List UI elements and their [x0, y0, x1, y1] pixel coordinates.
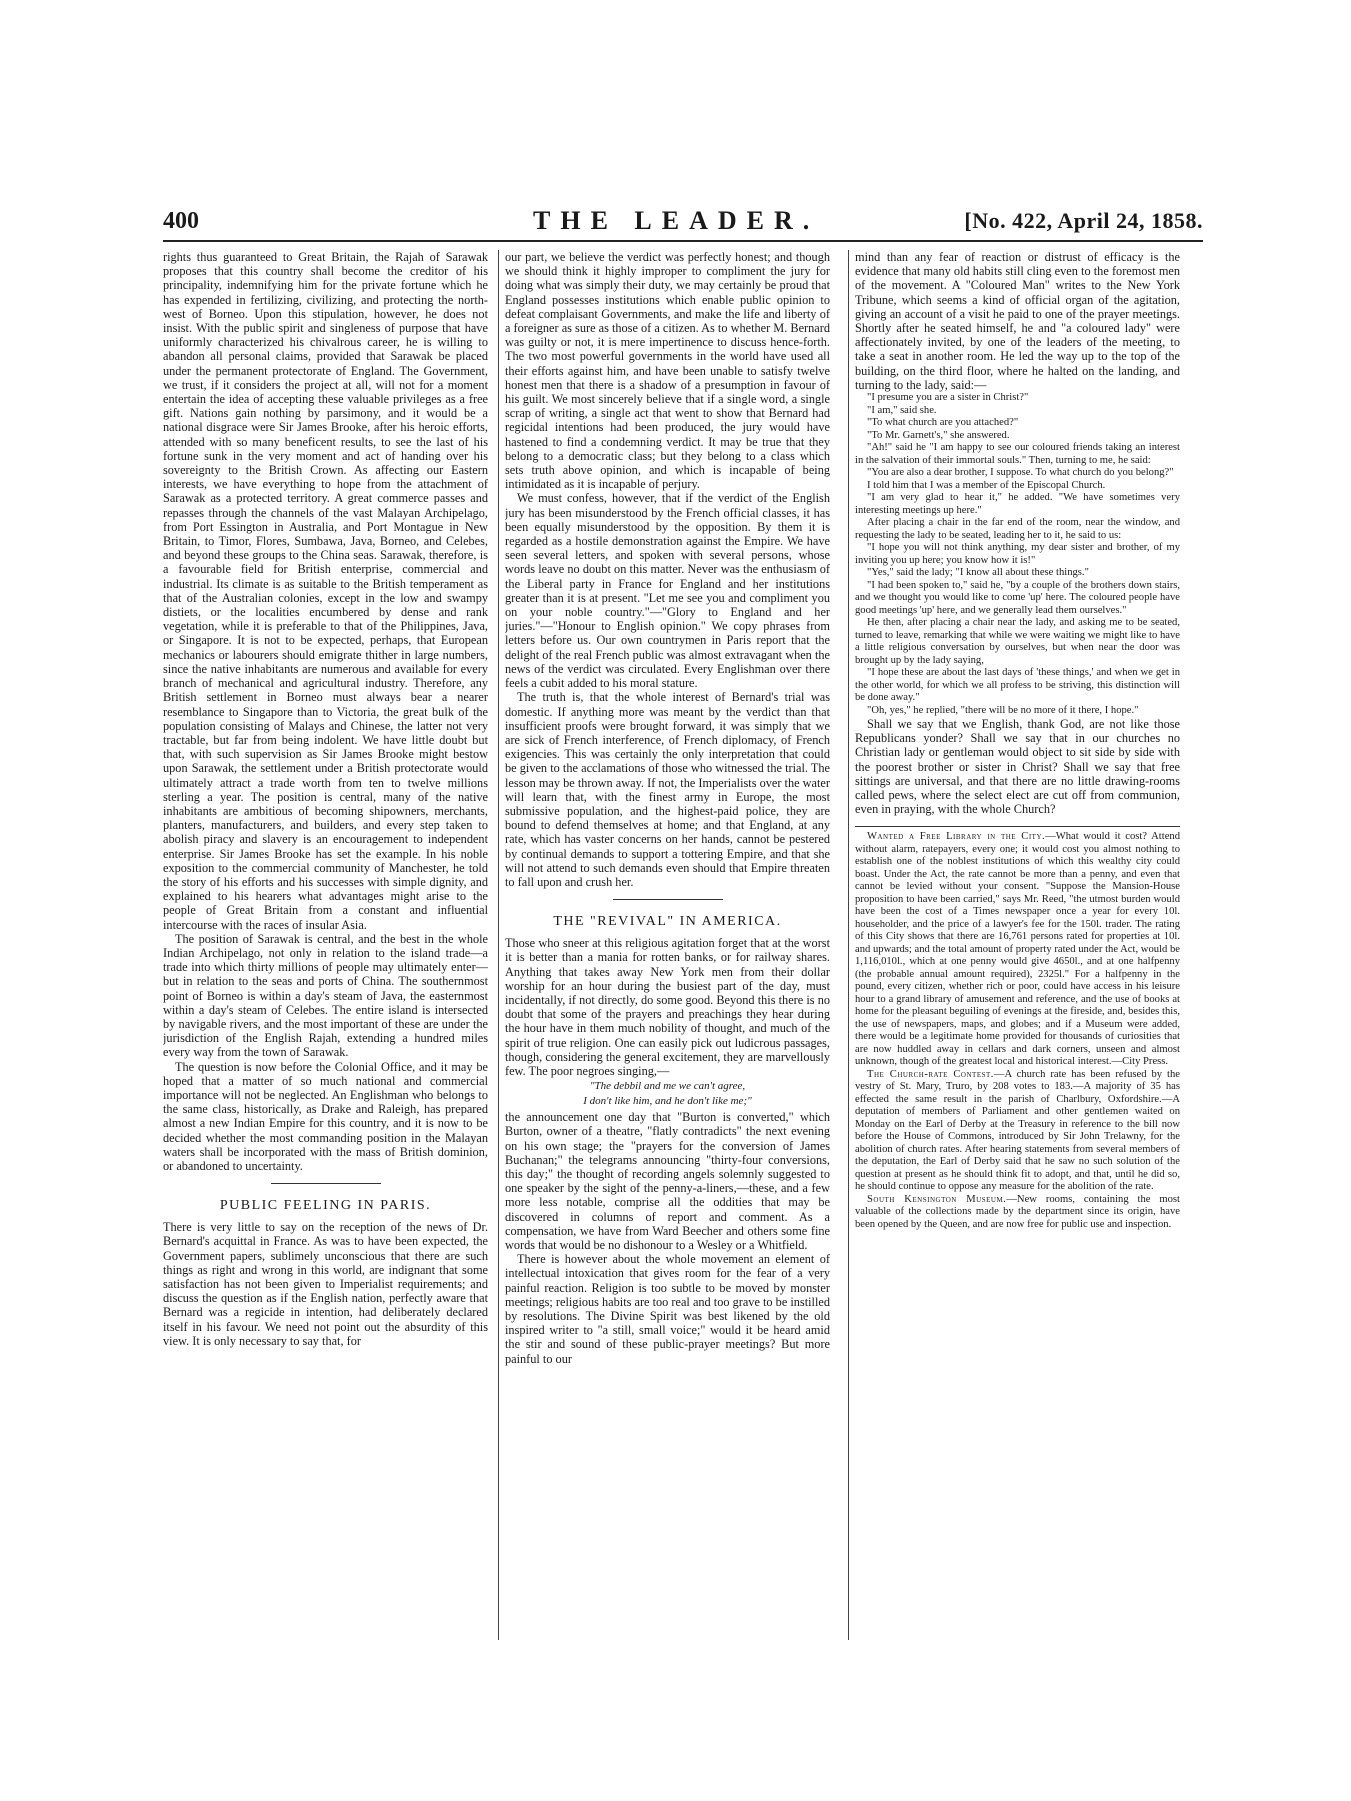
issue-date: [No. 422, April 24, 1858. — [964, 208, 1203, 233]
page-header — [163, 206, 1203, 240]
news-note — [855, 831, 1180, 1069]
news-note-text: —New rooms, containing the most valuable of the collections made by the department since its origin, have been opened by the Queen, and are now free for public use and inspection. — [855, 1193, 1180, 1230]
article-paragraph: Those who sneer at this religious agitation forget that at the worst it is better than a mania for rotten banks, or for railway shares. Anything that takes away New York men from their dollar worship for an hour during the busiest part of the day, must incidentally, if not directly, do some good. Beyond this there is no doubt that some of the prayers and preachings they hear during the hour have in them much nobility of thought, and much of the spirit of true religion. One can easily pick out ludicrous passages, though, considering the general excitement, they are marvellously few. The poor negroes singing,— — [505, 936, 830, 1078]
news-note — [855, 1194, 1180, 1232]
article-paragraph: The question is now before the Colonial Office, and it may be hoped that a matter of so much national and commercial importance will not be neglected. An Englishman who belongs to the same class, historically, as Drake and Raleigh, has prepared almost a new Indian Empire for this country, and it is now to be decided whether the most commanding position in the Malayan waters shall be incorporated with the mass of British dominion, or abandoned to uncertainty. — [163, 1059, 488, 1173]
article-paragraph: rights thus guaranteed to Great Britain, the Rajah of Sarawak proposes that this country shall become the creditor of his principality, indemnifying him for the private fortune which he has expended in fertilizing, civilizing, and protecting the north-west of Borneo. Upon this stipulation, however, he does not insist. With the public spirit and singleness of purpose that have uniformly characterized his chivalrous career, he is willing to abandon all personal claims, provided that Sarawak be placed under the permanent protectorate of England. The Government, we trust, if it considers the project at all, will not for a moment entertain the idea of accepting these valuable privileges as a free gift. Nations gain nothing by parsimony, and it would be a national disgrace were Sir James Brooke, after his heroic efforts, attended with so many beneficent results, to see the last of his fortune sunk in the very moment and act of handing over his sovereignty to the British Crown. As affecting our Eastern interests, we have everything to hope from the attachment of Sarawak as a protected territory. A great commerce passes and repasses through the channels of the vast Malayan Archipelago, from Port Essington in Australia, and Port Montague in New Britain, to Timor, Flores, Sumbawa, Java, Borneo, and Celebes, and beyond these groups to the China seas. Sarawak, therefore, is a favourable field for British enterprise, commercial and industrial. Its climate is as suitable to the British temperament as that of the Australian colonies, except in the low and swampy distiets, or the localities encumbered by dense and rank vegetation, while it is preferable to that of the Philippines, Java, or Singapore. It is not to be expected, perhaps, that European mechanics or labourers should emigrate thither in large numbers, since the native inhabitants are numerous and available for every branch of mechanical and agricultural industry. Therefore, any British settlement in Borneo must always bear a nearer resemblance to Singapore than to Victoria, the great bulk of the population consisting of Malays and Chinese, the latter not very tractable, but far from being indolent. We have little doubt but that, with such supervision as Sir James Brooke might bestow upon Sarawak, the settlement under a British protectorate would ultimately attract a trade worth from ten to twelve millions sterling a year. The position is central, many of the native inhabitants are ambitious of becoming shipowners, merchants, planters, manufacturers, and builders, and every step taken to abolish piracy and slavery is an encouragement to independent enterprise. Sir James Brooke has set the example. In his noble exposition to the commercial community of Manchester, he told the story of his efforts and his successes with simple dignity, and explained to his hearers what advantages might arise to the people of Great Britain from a constant and influential intercourse with the races of insular Asia. — [163, 250, 488, 932]
article-paragraph: Shall we say that we English, thank God, are not like those Republicans yonder? Shall we say that in our churches no Christian lady or gentleman would object to sit side by side with the poorest brother or sister in Christ? Shall we say that free sittings are universal, and that there are no little drawing-rooms called pews, where the select elect are cut off from communion, even in praying, with the whole Church? — [855, 717, 1180, 817]
section-rule — [855, 826, 1180, 827]
section-rule — [271, 1183, 381, 1184]
dialogue-line: "Ah!" said he "I am happy to see our coloured friends taking an interest in the salvation of their immortal souls." Then, turning to me, he said: — [855, 442, 1180, 466]
dialogue-line: "I presume you are a sister in Christ?" — [867, 392, 1029, 404]
section-rule — [613, 899, 723, 900]
dialogue-line: "To what church are you attached?" — [867, 417, 1019, 429]
article-paragraph: our part, we believe the verdict was perfectly honest; and though we should think it highly improper to compliment the jury for doing what was simply their duty, we may certainly be proud that England possesses institutions which enable public opinion to defeat complaisant Governments, and make the life and liberty of a foreigner as sure as those of a citizen. As to whether M. Bernard was guilty or not, it is mere impertinence to discuss hence-forth. The two most powerful governments in the world have used all their efforts against him, and have been unable to satisfy twelve honest men that there is a shadow of a presumption in favour of his guilt. We most sincerely believe that if a single word, a single scrap of writing, a single act that went to show that Bernard had regicidal intentions had been produced, the jury would have hastened to find a condemning verdict. It may be true that they belong to a democratic class; but they belong to a class which sets truth above opinion, and which is incapable of being intimidated as it is incapable of perjury. — [505, 250, 830, 492]
dialogue-line: "Oh, yes," he replied, "there will be no more of it there, I hope." — [867, 704, 1139, 716]
page-number: 400 — [163, 208, 199, 234]
news-note-lead: South Kensington Museum. — [867, 1193, 1007, 1205]
dialogue-line: He then, after placing a chair near the lady, and asking me to be seated, turned to leave, remarking that while we were waiting we might like to have a little religious conversation by ourselves, but when near the door was brought up by the lady saying, — [855, 617, 1180, 666]
column-2 — [505, 250, 830, 1650]
news-note-text: —What would it cost? Attend without alarm, ratepayers, every one; it would cost you almost nothing to establish one of the noblest institutions of which this wealthy city could boast. Under the Act, the rate cannot be more than a penny, and even that cannot be levied without your consent. "Suppose the Mansion-House proposition to have been carried," says Mr. Reed, "the utmost burden would have been the cost of a Times newspaper once a year for every 10l. householder, and the price of a lawyer's fee for the 150l. trader. The rating of this City shows that there are 16,761 persons rated for properties at 10l. and upwards; and the total amount of property rated under the Act, would be 1,116,010l., which at one penny would give 4650l., and at one halfpenny (the probable annual amount required), 2325l." For a halfpenny in the pound, every citizen, whether rich or poor, could have access in his leisure hour to a grand library of amusement and reference, and the use of books at home for the pleasant beguiling of evenings at the fireside, and, besides this, the use of newspapers, maps, and globes; and if a Museum were added, there would be a legitimate home provided for thousands of curiosities that are now huddled away in cellars and dark corners, unseen and almost unknown, though of the greatest local and historical interest.—City Press. — [855, 831, 1180, 1068]
section-heading-revival: THE "REVIVAL" IN AMERICA. — [553, 914, 782, 930]
column-divider — [848, 250, 849, 1640]
dialogue-line: "I had been spoken to," said he, "by a couple of the brothers down stairs, and we thought you would like to come 'up' here. The coloured people have good meetings 'up' here, and we generally lead them ourselves." — [855, 579, 1180, 616]
dialogue-line: "Yes," said the lady; "I know all about these things." — [867, 567, 1089, 579]
dialogue-line: "I am," said she. — [867, 404, 937, 416]
article-paragraph: mind than any fear of reaction or distrust of efficacy is the evidence that many old habits still cling even to the foremost men of the movement. A "Coloured Man" writes to the New York Tribune, which seems a kind of official organ of the agitation, giving an account of a visit he paid to one of the prayer meetings. Shortly after he seated himself, he and "a coloured lady" were affectionately invited, by one of the leaders of the meeting, to take a seat in another room. He led the way up to the top of the building, on the third floor, where he halted on the landing, and turning to the lady, said:— — [855, 250, 1180, 392]
dialogue-line: "I am very glad to hear it," he added. "We have sometimes very interesting meetings up here." — [855, 492, 1180, 516]
dialogue-line: "I hope these are about the last days of 'these things,' and when we get in the other world, for which we all profess to be striving, this distinction will be done away." — [855, 667, 1180, 704]
section-heading-paris: PUBLIC FEELING IN PARIS. — [219, 1198, 432, 1214]
dialogue-line: After placing a chair in the far end of the room, near the window, and requesting the lady to be seated, leading her to it, he said to us: — [855, 517, 1180, 541]
quoted-verse-line: I don't like him, and he don't like me;" — [583, 1095, 752, 1108]
news-note-lead: The Church-rate Contest. — [867, 1068, 994, 1080]
column-divider — [498, 250, 499, 1640]
article-paragraph: There is however about the whole movement an element of intellectual intoxication that gives room for the fear of a very painful reaction. Religion is too subtle to be moved by monster meetings; religious habits are too real and too grave to be instilled by resolutions. The Divine Spirit was best likened by the old inspired writer to "a still, small voice;" would it be heard amid the stir and sound of these public-prayer meetings? But more painful to our — [505, 1252, 830, 1366]
header-rule — [163, 240, 1203, 242]
column-1 — [163, 250, 488, 1650]
dialogue-line: I told him that I was a member of the Episcopal Church. — [867, 479, 1106, 491]
masthead-title: THE LEADER. — [533, 206, 820, 235]
article-paragraph: There is very little to say on the reception of the news of Dr. Bernard's acquittal in France. As was to have been expected, the Government papers, sublimely unconscious that there are such things as right and wrong in this world, are indignant that some satisfaction has not been given to Imperialist requirements; and discuss the question as if the English nation, perfectly aware that Bernard was a regicide in intention, had deliberately declared itself in his favour. We need not point out the absurdity of this view. It is only necessary to say that, for — [163, 1220, 488, 1348]
article-paragraph: The position of Sarawak is central, and the best in the whole Indian Archipelago, not only in relation to the island trade—a trade into which thirty millions of people may ultimately enter—but in relation to the seas and ports of China. The southernmost point of Borneo is within a day's steam of Java, the easternmost within a day's steam of Celebes. The entire island is intersected by navigable rivers, and the most important of these are under the jurisdiction of the English Rajah, extending a hundred miles every way from the town of Sarawak. — [163, 931, 488, 1060]
dialogue-line: "To Mr. Garnett's," she answered. — [867, 429, 1010, 441]
news-note-lead: Wanted a Free Library in the City. — [867, 831, 1046, 843]
article-paragraph: The truth is, that the whole interest of Bernard's trial was domestic. If anything more was meant by the verdict than that insufficient proofs were brought forward, it was simply that we are sick of French interference, of French diplomacy, of French exigencies. This was certainly the only interpretation that could be given to the acclamations of those who witnessed the trial. The lesson may be thrown away. If not, the Imperialists over the water will learn that, with the finest army in Europe, the most submissive population, and the highest-paid police, they are bound to defend themselves at home; and that England, at any rate, which has vaster concerns on her hands, cannot be pestered by continual demands to support a tottering Empire, and that she will not attend to such demands even should that Empire threaten to fall upon and crush her. — [505, 690, 830, 889]
dialogue-line: "I hope you will not think anything, my dear sister and brother, of my inviting you up here; you know how it is!" — [855, 542, 1180, 566]
article-paragraph: We must confess, however, that if the verdict of the English jury has been misunderstood by the French official classes, it has been equally misunderstood by the opposition. By them it is regarded as a hostile demonstration against the Empire. We have seen several letters, and spoken with several persons, whose words leave no doubt on this matter. Never was the enthusiasm of the Liberal party in France for England and her institutions greater than it is at present. "Let me see you and compliment you on your noble country."—"Glory to England and her juries."—"Honour to English opinion." We copy phrases from letters before us. Our own countrymen in Paris report that the delight of the real French public was almost extravagant when the news of the verdict was circulated. Every Englishman over there feels a cubit added to his moral stature. — [505, 491, 830, 691]
column-3 — [855, 250, 1180, 1650]
news-note-text: —A church rate has been refused by the vestry of St. Mary, Truro, by 208 votes to 183.—A majority of 35 has effected the same result in the parish of Charlbury, Oxfordshire.—A deputation of members of Parliament and other gentlemen waited on Monday on the Earl of Derby at the Treasury in reference to the bill now before the House of Commons, introduced by Sir John Trelawny, for the abolition of church rates. After hearing statements from several members of the deputation, the Earl of Derby said that he saw no such solution of the question at present as he should think fit to adopt, and that, until he did so, he should continue to oppose any measure for the abolition of the rate. — [855, 1068, 1180, 1193]
news-note — [855, 1069, 1180, 1194]
quoted-verse-line: "The debbil and me we can't agree, — [589, 1080, 746, 1093]
dialogue-line: "You are also a dear brother, I suppose. To what church do you belong?" — [867, 467, 1174, 479]
article-paragraph: the announcement one day that "Burton is converted," which Burton, owner of a theatre, "flatly contradicts" the next evening on his own stage; the "prayers for the conversion of James Buchanan;" the telegrams announcing "thirty-four conversions, this day;" the thought of recording angels solemnly suggested to one speaker by the sight of the penny-a-liners,—these, and a few more less notable, comprise all the oddities that may be discovered in columns of report and comment. As a compensation, we have from Ward Beecher and others some fine words that would be no dishonour to a Wesley or a Whitfield. — [505, 1110, 830, 1252]
